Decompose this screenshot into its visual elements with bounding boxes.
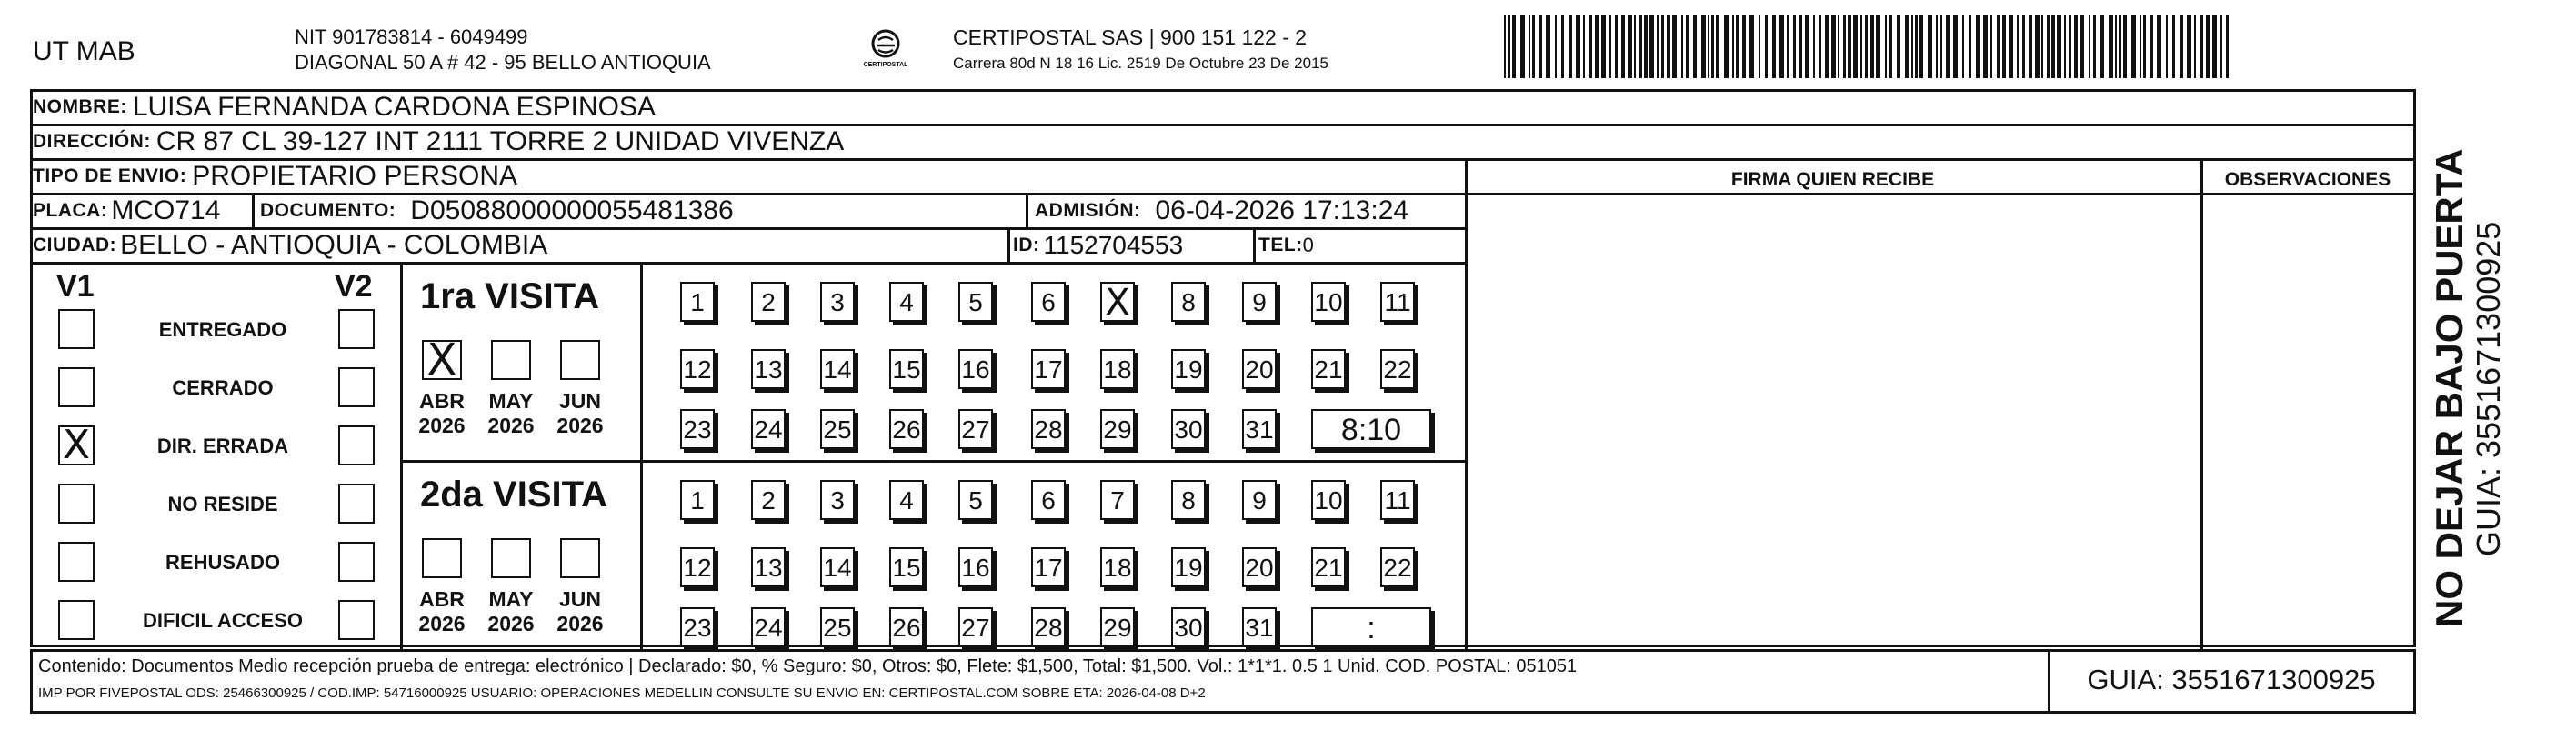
barcode-bar xyxy=(2115,15,2117,78)
day-box[interactable]: 16 xyxy=(958,349,993,389)
barcode-bar xyxy=(1825,15,1829,78)
barcode-bar xyxy=(2150,15,2153,78)
barcode-bar xyxy=(1953,15,1958,78)
barcode-bar xyxy=(1928,15,1932,78)
day-box[interactable]: 1 xyxy=(680,480,715,520)
barcode-bar xyxy=(1601,15,1606,78)
barcode-bar xyxy=(1532,15,1535,78)
barcode-bar xyxy=(1779,15,1784,78)
day-box[interactable]: 12 xyxy=(680,349,715,389)
day-box[interactable]: 10 xyxy=(1311,282,1346,322)
recipient-name: LUISA FERNANDA CARDONA ESPINOSA xyxy=(132,92,656,122)
barcode-bar xyxy=(2017,15,2019,78)
id-label: ID: xyxy=(1013,235,1040,255)
v2-checkbox[interactable] xyxy=(338,600,375,640)
barcode-bar xyxy=(1831,15,1836,78)
admission-field xyxy=(1035,195,1408,227)
v1-checkbox[interactable] xyxy=(58,367,95,407)
day-box[interactable]: 2 xyxy=(751,282,786,322)
barcode-bar xyxy=(2220,15,2222,78)
footer-imp: IMP POR FIVEPOSTAL ODS: 25466300925 / COD.IMP: 54716000925 USUARIO: OPERACIONES MEDELLIN CONSULTE SU ENVIO EN: CERTIPOSTAL.COM SOBRE ETA: 2026-04-08 D+2 xyxy=(38,685,1206,701)
day-box[interactable]: 9 xyxy=(1242,480,1277,520)
barcode-bar xyxy=(2047,15,2050,78)
month-label: JUN 2026 xyxy=(556,389,604,437)
v1-checkbox[interactable] xyxy=(58,309,95,349)
v2-header: V2 xyxy=(335,269,373,304)
barcode-bar xyxy=(2069,15,2071,78)
barcode-bar xyxy=(1672,15,1677,78)
day-box[interactable]: 27 xyxy=(958,409,993,449)
barcode-bar xyxy=(2057,15,2061,78)
v2-checkbox[interactable] xyxy=(338,425,375,465)
v1-checkbox[interactable] xyxy=(58,600,95,640)
document-value: D05088000000055481386 xyxy=(410,195,734,225)
type-row xyxy=(33,160,517,193)
barcode-bar xyxy=(2051,15,2055,78)
barcode-bar xyxy=(2200,15,2203,78)
barcode-bar xyxy=(1546,15,1550,78)
barcode-bar xyxy=(1765,15,1768,78)
barcode-bar xyxy=(2029,15,2032,78)
barcode-bar xyxy=(1539,15,1542,78)
status-label: DIFICIL ACCESO xyxy=(142,609,303,632)
visit-title: 2da VISITA xyxy=(420,475,607,515)
barcode-bar xyxy=(1686,15,1689,78)
city-label: CIUDAD: xyxy=(33,235,117,255)
barcode-bar xyxy=(2002,15,2006,78)
barcode-bar xyxy=(2166,15,2168,78)
day-box[interactable]: 21 xyxy=(1311,547,1346,587)
plate-value: MCO714 xyxy=(111,195,221,225)
day-box[interactable]: 26 xyxy=(889,409,924,449)
day-box[interactable]: 4 xyxy=(889,282,924,322)
admission-value: 06-04-2026 17:13:24 xyxy=(1155,195,1409,225)
barcode-bar xyxy=(1976,15,1980,78)
day-box[interactable]: 2 xyxy=(751,480,786,520)
day-box[interactable]: 23 xyxy=(680,409,715,449)
day-box[interactable]: 18 xyxy=(1100,547,1135,587)
day-box[interactable]: 28 xyxy=(1031,409,1066,449)
day-box[interactable]: 6 xyxy=(1031,282,1066,322)
footer-content: Contenido: Documentos Medio recepción prueba de entrega: electrónico | Declarado: $0, % Seguro: $0, Otros: $0, Flete: $1,500, Total: $1,500. Vol.: 1*1*1. 0.5 1 Unid. COD. POSTAL: 051051 xyxy=(38,656,1578,676)
month-label: ABR 2026 xyxy=(418,389,466,437)
barcode-bar xyxy=(1990,15,1992,78)
day-box[interactable]: 15 xyxy=(889,349,924,389)
barcode-bar xyxy=(1919,15,1923,78)
barcode-bar xyxy=(1843,15,1846,78)
barcode-bar xyxy=(1615,15,1618,78)
v1-checkbox[interactable] xyxy=(58,542,95,582)
barcode-bar xyxy=(2074,15,2078,78)
barcode-bar xyxy=(2064,15,2066,78)
day-box[interactable]: 10 xyxy=(1311,480,1346,520)
barcode-bar xyxy=(1813,15,1815,78)
day-box[interactable]: 31 xyxy=(1242,607,1277,647)
visit-title: 1ra VISITA xyxy=(420,276,600,316)
id-value: 1152704553 xyxy=(1043,231,1184,259)
barcode-bar xyxy=(1628,15,1632,78)
barcode-bar xyxy=(2157,15,2161,78)
barcode-bar xyxy=(2187,15,2191,78)
tel-label: TEL: xyxy=(1258,235,1303,255)
barcode-bar xyxy=(2089,15,2090,78)
barcode-bar xyxy=(2022,15,2025,78)
day-box[interactable]: 21 xyxy=(1311,349,1346,389)
barcode-bar xyxy=(1911,15,1913,78)
barcode-bar xyxy=(1716,15,1719,78)
barcode-bar xyxy=(1799,15,1802,78)
barcode-bar xyxy=(1701,15,1706,78)
barcode-bar xyxy=(1711,15,1714,78)
type-label: TIPO DE ENVIO: xyxy=(33,165,187,186)
barcode-bar xyxy=(1561,15,1564,78)
barcode-bar xyxy=(2123,15,2127,78)
month-label: MAY 2026 xyxy=(487,389,535,437)
plate-label: PLACA: xyxy=(33,200,108,221)
document-field xyxy=(260,195,734,227)
barcode-bar xyxy=(1621,15,1625,78)
tel-value: 0 xyxy=(1302,234,1314,256)
barcode-bar xyxy=(1555,15,1557,78)
barcode-bar xyxy=(1595,15,1599,78)
barcode-bar xyxy=(1853,15,1858,78)
barcode-bar xyxy=(2009,15,2013,78)
logo-lettering: CERTIPOSTAL xyxy=(863,62,908,68)
barcode-bar xyxy=(1860,15,1862,78)
day-box[interactable]: 17 xyxy=(1031,349,1066,389)
barcode-bar xyxy=(2194,15,2196,78)
day-box[interactable]: 20 xyxy=(1242,349,1277,389)
tel-field xyxy=(1258,229,1314,262)
barcode-bar xyxy=(1819,15,1821,78)
barcode-bar xyxy=(1897,15,1900,78)
status-label: ENTREGADO xyxy=(158,318,287,341)
barcode-bar xyxy=(1805,15,1809,78)
barcode xyxy=(1504,15,2231,78)
day-box[interactable]: 8 xyxy=(1171,480,1206,520)
day-box[interactable]: 27 xyxy=(958,607,993,647)
barcode-bar xyxy=(1649,15,1654,78)
company-address: DIAGONAL 50 A # 42 - 95 BELLO ANTIOQUIA xyxy=(295,51,711,74)
month-checkbox[interactable] xyxy=(560,538,600,578)
day-box[interactable]: 26 xyxy=(889,607,924,647)
barcode-bar xyxy=(1983,15,1988,78)
day-box[interactable]: 4 xyxy=(889,480,924,520)
barcode-bar xyxy=(1889,15,1892,78)
barcode-bar xyxy=(2143,15,2146,78)
barcode-bar xyxy=(2119,15,2121,78)
barcode-bar xyxy=(2131,15,2136,78)
barcode-bar xyxy=(2035,15,2040,78)
month-checkbox[interactable] xyxy=(491,538,531,578)
barcode-bar xyxy=(1693,15,1697,78)
barcode-bar xyxy=(2080,15,2084,78)
barcode-bar xyxy=(1772,15,1776,78)
shipment-type: PROPIETARIO PERSONA xyxy=(192,161,518,191)
day-box[interactable]: 28 xyxy=(1031,607,1066,647)
city-value: BELLO - ANTIOQUIA - COLOMBIA xyxy=(120,230,548,260)
barcode-bar xyxy=(2226,15,2229,78)
day-box[interactable]: 22 xyxy=(1380,349,1415,389)
barcode-bar xyxy=(1905,15,1909,78)
day-box[interactable]: 19 xyxy=(1171,349,1206,389)
barcode-bar xyxy=(1569,15,1572,78)
barcode-bar xyxy=(1962,15,1964,78)
v1-checkbox[interactable] xyxy=(58,422,95,468)
status-label: DIR. ERRADA xyxy=(156,435,289,457)
plate-field xyxy=(33,195,220,227)
document-label: DOCUMENTO: xyxy=(260,200,396,221)
day-box[interactable]: 9 xyxy=(1242,282,1277,322)
day-box[interactable]: 3 xyxy=(820,282,855,322)
barcode-bar xyxy=(1876,15,1880,78)
day-box[interactable]: 14 xyxy=(820,349,855,389)
day-box[interactable]: 30 xyxy=(1171,409,1206,449)
day-box[interactable]: 14 xyxy=(820,547,855,587)
barcode-bar xyxy=(1997,15,2000,78)
day-box[interactable]: 24 xyxy=(751,607,786,647)
v2-checkbox[interactable] xyxy=(338,484,375,524)
address-row xyxy=(33,125,844,158)
barcode-bar xyxy=(1870,15,1874,78)
day-box[interactable]: 3 xyxy=(820,480,855,520)
barcode-bar xyxy=(1793,15,1796,78)
barcode-bar xyxy=(1848,15,1851,78)
barcode-bar xyxy=(1504,15,1506,78)
company-nit: NIT 901783814 - 6049499 xyxy=(295,25,528,48)
day-box[interactable]: 1 xyxy=(680,282,715,322)
day-box[interactable]: 13 xyxy=(751,349,786,389)
barcode-bar xyxy=(1732,15,1734,78)
barcode-bar xyxy=(1736,15,1739,78)
day-box[interactable]: 22 xyxy=(1380,547,1415,587)
day-box[interactable]: 30 xyxy=(1171,607,1206,647)
day-box[interactable]: 6 xyxy=(1031,480,1066,520)
barcode-bar xyxy=(1946,15,1950,78)
barcode-bar xyxy=(1787,15,1789,78)
day-box[interactable]: 25 xyxy=(820,409,855,449)
day-box[interactable]: 11 xyxy=(1380,282,1415,322)
barcode-bar xyxy=(2041,15,2043,78)
barcode-bar xyxy=(2180,15,2183,78)
day-box[interactable]: 24 xyxy=(751,409,786,449)
day-box[interactable]: 18 xyxy=(1100,349,1135,389)
barcode-bar xyxy=(1708,15,1709,78)
barcode-bar xyxy=(1529,15,1530,78)
barcode-bar xyxy=(2109,15,2113,78)
day-box[interactable]: 5 xyxy=(958,480,993,520)
day-box[interactable]: 15 xyxy=(889,547,924,587)
visit-time-box[interactable]: : xyxy=(1311,607,1431,647)
day-box[interactable]: X xyxy=(1100,282,1135,322)
barcode-bar xyxy=(1759,15,1760,78)
footer-guia: GUIA: 3551671300925 xyxy=(2087,664,2376,695)
barcode-bar xyxy=(2100,15,2104,78)
day-box[interactable]: 25 xyxy=(820,607,855,647)
status-label: REHUSADO xyxy=(165,551,280,574)
observations-header: OBSERVACIONES xyxy=(2224,169,2391,190)
barcode-bar xyxy=(1657,15,1659,78)
barcode-bar xyxy=(1583,15,1585,78)
barcode-bar xyxy=(1634,15,1636,78)
day-box[interactable]: 19 xyxy=(1171,547,1206,587)
barcode-bar xyxy=(1644,15,1648,78)
month-checkbox[interactable] xyxy=(560,340,600,380)
day-box[interactable]: 23 xyxy=(680,607,715,647)
v2-checkbox[interactable] xyxy=(338,367,375,407)
month-checkbox[interactable] xyxy=(491,340,531,380)
barcode-bar xyxy=(1724,15,1729,78)
day-box[interactable]: 5 xyxy=(958,282,993,322)
day-box[interactable]: 16 xyxy=(958,547,993,587)
barcode-bar xyxy=(1915,15,1918,78)
signature-header: FIRMA QUIEN RECIBE xyxy=(1730,169,1935,190)
day-box[interactable]: 7 xyxy=(1100,480,1135,520)
courier-name: CERTIPOSTAL SAS | 900 151 122 - 2 xyxy=(953,25,1308,49)
barcode-bar xyxy=(1681,15,1683,78)
name-row xyxy=(33,91,656,124)
address-label: DIRECCIÓN: xyxy=(33,131,151,152)
courier-license: Carrera 80d N 18 16 Lic. 2519 De Octubre 23 De 2015 xyxy=(953,55,1328,72)
status-label: NO RESIDE xyxy=(167,493,278,515)
day-box[interactable]: 13 xyxy=(751,547,786,587)
barcode-bar xyxy=(2172,15,2175,78)
barcode-bar xyxy=(1667,15,1670,78)
day-box[interactable]: 31 xyxy=(1242,409,1277,449)
barcode-bar xyxy=(1639,15,1642,78)
side-guia: GUIA: 3551671300925 xyxy=(2470,221,2507,556)
barcode-bar xyxy=(1969,15,1971,78)
barcode-bar xyxy=(1508,15,1510,78)
barcode-bar xyxy=(1661,15,1664,78)
certipostal-logo xyxy=(858,27,913,73)
barcode-bar xyxy=(2140,15,2141,78)
day-box[interactable]: 8 xyxy=(1171,282,1206,322)
day-box[interactable]: 29 xyxy=(1100,607,1135,647)
month-label: MAY 2026 xyxy=(487,587,535,635)
month-checkbox[interactable] xyxy=(422,335,462,385)
day-box[interactable]: 12 xyxy=(680,547,715,587)
barcode-bar xyxy=(1576,15,1580,78)
barcode-bar xyxy=(2206,15,2210,78)
v2-checkbox[interactable] xyxy=(338,309,375,349)
day-box[interactable]: 29 xyxy=(1100,409,1135,449)
barcode-bar xyxy=(1936,15,1938,78)
v1-checkbox[interactable] xyxy=(58,484,95,524)
v1-header: V1 xyxy=(56,269,95,304)
month-label: ABR 2026 xyxy=(418,587,466,635)
company-name: UT MAB xyxy=(33,36,135,66)
barcode-bar xyxy=(1838,15,1839,78)
month-checkbox[interactable] xyxy=(422,538,462,578)
barcode-bar xyxy=(1885,15,1887,78)
day-box[interactable]: 17 xyxy=(1031,547,1066,587)
barcode-bar xyxy=(1749,15,1754,78)
month-label: JUN 2026 xyxy=(556,587,604,635)
side-warning: NO DEJAR BAJO PUERTA xyxy=(2428,148,2471,627)
barcode-bar xyxy=(1589,15,1592,78)
status-label: CERRADO xyxy=(172,376,274,399)
month-mark: X xyxy=(426,335,457,385)
barcode-bar xyxy=(1609,15,1611,78)
day-box[interactable]: 11 xyxy=(1380,480,1415,520)
barcode-bar xyxy=(1520,15,1525,78)
admission-label: ADMISIÓN: xyxy=(1035,200,1141,221)
city-field xyxy=(33,229,547,262)
barcode-bar xyxy=(1742,15,1746,78)
recipient-address: CR 87 CL 39-127 INT 2111 TORRE 2 UNIDAD VIVENZA xyxy=(155,126,845,156)
barcode-bar xyxy=(1865,15,1868,78)
checkbox-mark: X xyxy=(62,422,91,468)
barcode-bar xyxy=(1940,15,1942,78)
visit-time-box[interactable]: 8:10 xyxy=(1311,409,1431,449)
id-field xyxy=(1013,229,1183,262)
barcode-bar xyxy=(2212,15,2217,78)
barcode-bar xyxy=(2093,15,2096,78)
v2-checkbox[interactable] xyxy=(338,542,375,582)
barcode-bar xyxy=(1512,15,1516,78)
day-box[interactable]: 20 xyxy=(1242,547,1277,587)
name-label: NOMBRE: xyxy=(33,96,127,117)
